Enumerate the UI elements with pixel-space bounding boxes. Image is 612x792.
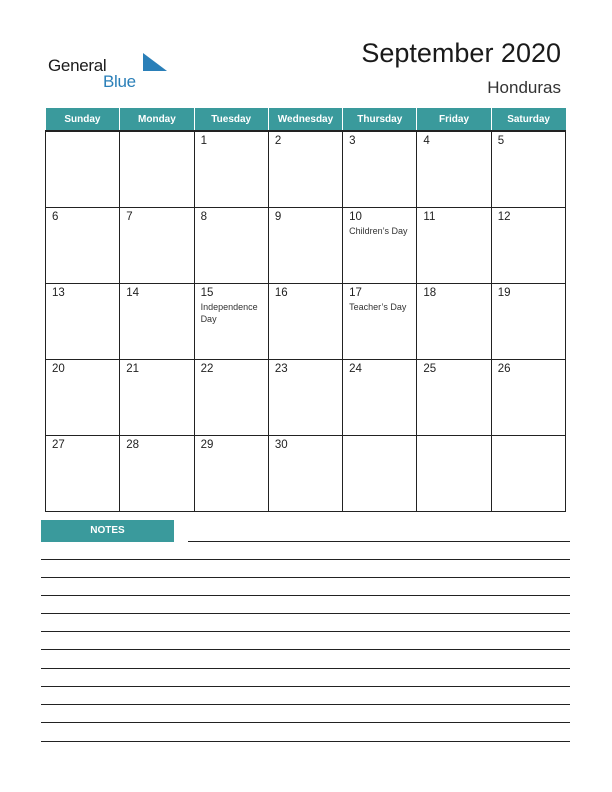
- day-number: 9: [274, 211, 282, 223]
- day-number: 8: [200, 211, 207, 223]
- day-number: 24: [349, 363, 362, 375]
- weekday-header-row: [46, 108, 566, 131]
- day-number: 19: [497, 287, 511, 299]
- day-cell: [46, 208, 120, 284]
- day-number: 4: [423, 135, 430, 147]
- notes-line: [41, 722, 570, 723]
- day-number: 25: [423, 363, 437, 375]
- week-row: [46, 436, 566, 512]
- day-cell: [268, 360, 342, 436]
- day-number: 3: [349, 135, 356, 147]
- day-number: 14: [126, 287, 140, 299]
- day-number: 6: [52, 211, 59, 223]
- day-cell: [268, 208, 342, 284]
- notes-line: [41, 595, 570, 596]
- day-number: 22: [200, 363, 214, 375]
- day-cell: [46, 436, 120, 512]
- day-cell: [120, 360, 194, 436]
- day-number: 20: [52, 363, 65, 375]
- day-number: 17: [349, 287, 362, 299]
- day-cell: [417, 131, 491, 208]
- day-number: 1: [200, 135, 207, 147]
- notes-line: [41, 559, 570, 560]
- day-number: 5: [497, 135, 505, 147]
- day-cell: [120, 131, 194, 208]
- day-number: 7: [126, 211, 133, 223]
- day-cell: [417, 436, 491, 512]
- day-cell: [46, 131, 120, 208]
- notes-line: [41, 741, 570, 742]
- week-row: [46, 360, 566, 436]
- day-cell: [417, 208, 491, 284]
- day-cell: [194, 436, 268, 512]
- day-cell: [491, 284, 565, 360]
- country-name: Honduras: [487, 78, 561, 97]
- day-cell: [194, 208, 268, 284]
- day-number: 10: [349, 211, 362, 223]
- day-cell: [343, 436, 417, 512]
- day-number: 23: [274, 363, 288, 375]
- day-cell: [46, 284, 120, 360]
- weekday-header: Sunday: [46, 108, 120, 131]
- day-number: 13: [52, 287, 65, 299]
- day-number: 12: [497, 211, 511, 223]
- day-number: 21: [126, 363, 140, 375]
- calendar-grid: [45, 108, 566, 512]
- day-number: 16: [274, 287, 288, 299]
- day-number: 26: [497, 363, 511, 375]
- day-cell: [194, 131, 268, 208]
- week-row: [46, 208, 566, 284]
- general-blue-logo: [48, 52, 158, 92]
- day-cell: [491, 208, 565, 284]
- day-cell: [120, 208, 194, 284]
- weekday-header: Monday: [120, 108, 194, 131]
- day-number: 29: [200, 439, 214, 451]
- logo-word-general: General: [48, 56, 107, 75]
- day-cell: [268, 436, 342, 512]
- notes-line: [41, 704, 570, 705]
- day-number: 30: [274, 439, 288, 451]
- day-cell: [46, 360, 120, 436]
- page-title: September 2020: [361, 38, 561, 68]
- day-number: 15: [200, 287, 214, 299]
- weekday-header: Tuesday: [194, 108, 268, 131]
- weekday-header: Friday: [417, 108, 491, 131]
- day-number: 2: [274, 135, 282, 147]
- notes-line: [41, 649, 570, 650]
- day-cell: [194, 360, 268, 436]
- day-number: 27: [52, 439, 65, 451]
- notes-line: [41, 631, 570, 632]
- day-cell: [343, 208, 417, 284]
- notes-line: [41, 686, 570, 687]
- day-number: 28: [126, 439, 140, 451]
- weekday-header: Wednesday: [268, 108, 342, 131]
- day-cell: [417, 360, 491, 436]
- holiday-label: Independence Day: [200, 302, 258, 324]
- notes-line: [41, 668, 570, 669]
- holiday-label: Teacher’s Day: [349, 302, 407, 312]
- day-cell: [120, 436, 194, 512]
- day-cell: [491, 131, 565, 208]
- day-cell: [268, 284, 342, 360]
- day-cell: [417, 284, 491, 360]
- day-cell: [194, 284, 268, 360]
- logo-word-blue: Blue: [103, 72, 136, 91]
- logo-triangle-icon: [143, 53, 167, 71]
- notes-label: NOTES: [41, 520, 174, 542]
- day-cell: [268, 131, 342, 208]
- day-cell: [343, 131, 417, 208]
- notes-line: [41, 577, 570, 578]
- holiday-label: Children’s Day: [349, 226, 408, 236]
- day-cell: [343, 284, 417, 360]
- notes-line: [41, 613, 570, 614]
- day-cell: [491, 360, 565, 436]
- week-row: [46, 131, 566, 208]
- weekday-header: Thursday: [343, 108, 417, 131]
- notes-line: [188, 541, 570, 542]
- day-cell: [491, 436, 565, 512]
- day-cell: [120, 284, 194, 360]
- day-number: 11: [423, 211, 436, 223]
- day-cell: [343, 360, 417, 436]
- weekday-header: Saturday: [491, 108, 565, 131]
- day-number: 18: [423, 287, 437, 299]
- week-row: [46, 284, 566, 360]
